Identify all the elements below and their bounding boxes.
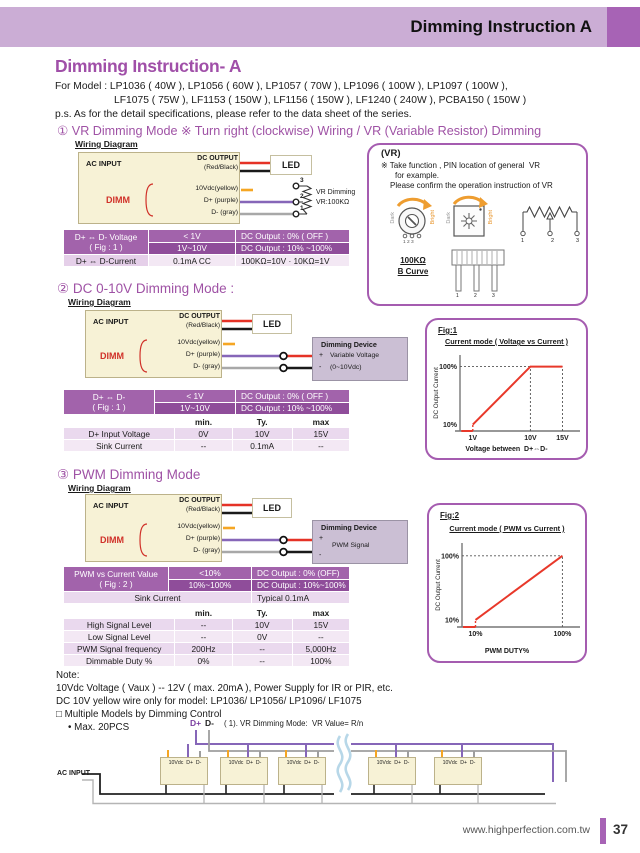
led-label-3: LED [263,503,281,513]
device2-minus: - [319,364,322,371]
device3-name: Dimming Device [321,523,377,532]
device2-name: Dimming Device [321,340,377,349]
cell: 10%~100% [169,580,251,592]
unit-label: 10Vdc D+ D- [228,760,262,766]
table-row [64,255,349,266]
unit-label: 10Vdc D+ D- [286,760,320,766]
vr-curve: B Curve [397,267,429,276]
cell: min. [194,607,213,618]
table-row [64,428,349,439]
table-row [64,607,349,618]
cell [64,567,168,591]
svg-text:10V: 10V [524,435,537,442]
unit-label: 10Vdc D+ D- [376,760,410,766]
conn-pin1: 1 [456,293,459,299]
cell: 1V~10V [149,243,235,255]
cell-line: D+ ⇔ D- [92,392,126,402]
led-label-2: LED [263,319,281,329]
vr-value: 100KΩ [400,256,426,265]
cell: D+ ⇔ D-Current [64,255,148,266]
dc-output-sub-3: (Red/Black) [186,506,220,513]
fig1-title: Current mode ( Voltage vs Current ) [444,337,569,346]
device2-minus-label: (0~10Vdc) [330,364,362,371]
section1-wiring-label: Wiring Diagram [75,139,138,149]
model-line-1: For Model : LP1036 ( 40W ), LP1056 ( 60W ), LP1057 ( 70W ), LP1096 ( 100W ), LP1097 ( 100W ), [55,81,508,92]
cell [64,416,174,427]
cell: min. [194,416,213,427]
device3-minus: - [319,552,322,559]
cell: max [312,607,330,618]
cell: -- [175,631,231,642]
cell: DC Output : 10% ~100% [236,403,349,415]
section3-wiring-label: Wiring Diagram [68,483,131,493]
table-row [64,567,349,579]
dark-label-1: Dark [390,212,396,224]
table-row [64,440,349,451]
table-row [64,631,349,642]
fig2-xlabel: PWM DUTY% [484,648,530,655]
cell: 0V [175,428,231,439]
cell: DC Output : 10%~100% [252,580,349,592]
dimm-label-2: DIMM [100,351,124,361]
cell: DC Output : 0% ( OFF ) [236,230,349,242]
bottom-ac-input-label: AC INPUT [57,770,91,777]
section3-heading: ③ PWM Dimming Mode [57,467,201,482]
svg-text:1V: 1V [468,435,478,442]
cell: 5,000Hz [293,643,349,654]
bright-label-1: Bright [430,210,436,225]
formula-dplus: D+ [190,718,202,728]
section2-wiring-label: Wiring Diagram [68,297,131,307]
header-title: Dimming Instruction A [410,17,592,36]
cell: -- [175,440,231,451]
svg-text:100%: 100% [553,631,572,638]
pwm-table-values [63,606,350,667]
cell: -- [293,440,349,451]
cell: < 1V [149,230,235,242]
cell: 0.1mA [233,440,292,451]
cell: 200Hz [175,643,231,654]
dimm-label-3: DIMM [100,535,124,545]
ps-line: p.s. As for the detail specifications, please refer to the data sheet of the series. [55,109,412,120]
bright-label-2: Bright [488,210,494,225]
fig1-label: Fig:1 [438,326,458,335]
cell: max [312,416,330,427]
cell: PWM Signal frequency [64,643,174,654]
vr-panel-line3: Please confirm the operation instruction of VR [390,181,553,190]
cell: -- [293,631,349,642]
cell-line: ( Fig : 1 ) [92,402,126,412]
vr-dimming-label: VR Dimming [316,189,356,196]
svg-text:10%: 10% [468,631,483,638]
vr-value-label: VR:100KΩ [316,199,350,206]
conn-pin2: 2 [474,293,477,299]
pot-pins-label: 1 2 3 [403,240,414,245]
svg-text:15V: 15V [556,435,569,442]
note-line-1: 10Vdc Voltage ( Vaux ) -- 12V ( max. 20mA ), Power Supply for IR or PIR, etc. [56,683,393,694]
device2-plus: + [319,352,324,359]
section1-heading: ① VR Dimming Mode ※ Turn right (clockwise) Wiring / VR (Variable Resistor) Dimming [57,124,542,138]
ac-input-label-3: AC INPUT [93,501,129,510]
sch-pin3: 3 [576,238,580,244]
wire-dplus-label-1: D+ (purple) [203,197,238,204]
vr-pin1-label: 1 [300,205,304,212]
wire-dminus-label-3: D- (gray) [193,547,220,554]
table-row [64,416,349,427]
cell: Sink Current [64,440,174,451]
device2-plus-label: Variable Voltage [330,352,379,359]
footer-url: www.highperfection.com.tw [462,824,590,836]
cell: D+ Input Voltage [64,428,174,439]
vr-pin2-label: 2 [300,193,304,200]
cell: -- [175,619,231,630]
wire-dminus-label-1: D- (gray) [211,209,238,216]
section2-heading: ② DC 0-10V Dimming Mode : [57,281,235,296]
wire-dminus-label-2: D- (gray) [193,363,220,370]
table-row [64,655,349,666]
cell: <10% [169,567,251,579]
vr-panel-line1: ※ Take function , PIN location of general VR [381,161,541,170]
cell: Typical 0.1mA [252,592,349,603]
cell: Ty. [256,607,268,618]
fig1-chart [430,350,582,446]
cell: 15V [293,428,349,439]
cell: DC Output : 10% ~100% [236,243,349,255]
device3-plus-label: PWM Signal [332,542,370,549]
wire-10v-label-2: 10Vdc(yellow) [177,339,220,346]
cell-line: PWM vs Current Value [74,569,158,579]
cell: < 1V [155,390,235,402]
wire-dplus-label-3: D+ (purple) [185,535,220,542]
fig2-label: Fig:2 [440,511,460,520]
svg-text:100%: 100% [439,364,457,372]
note-line-2: DC 10V yellow wire only for model: LP1036/ LP1056/ LP1096/ LF1075 [56,696,362,707]
dc-output-label-3: DC OUTPUT [179,497,220,504]
cell [64,607,174,618]
svg-text:DC Output Current: DC Output Current [433,367,440,419]
sch-pin2: 2 [551,238,555,244]
footer-page-number: 37 [613,822,629,837]
vr-pin3-label: 3 [300,177,304,184]
sch-pin1: 1 [521,238,525,244]
model-line-2: LF1075 ( 75W ), LF1153 ( 150W ), LF1156 ( 150W ), LF1240 ( 240W ), PCBA150 ( 150W ) [114,95,527,106]
cell: High Signal Level [64,619,174,630]
cell: 15V [293,619,349,630]
pwm-table-header [63,566,350,604]
cell [64,230,148,254]
cell: Dimmable Duty % [64,655,174,666]
cell: 0V [233,631,292,642]
device3-plus: + [319,535,324,542]
fig1-xlabel: Voltage between D+⇔D- [465,446,548,453]
wire-dplus-label-2: D+ (purple) [185,351,220,358]
cell: Low Signal Level [64,631,174,642]
cell: -- [233,655,292,666]
cell: 1V~10V [155,403,235,415]
ac-input-label-2: AC INPUT [93,317,129,326]
dc-output-label-2: DC OUTPUT [179,313,220,320]
bottom-diagram-wires [82,730,566,804]
dc-dimming-table-values [63,415,350,452]
conn-pin3: 3 [492,293,495,299]
formula-dminus: D- [205,718,214,728]
wire-10v-label-1: 10Vdc(yellow) [195,185,238,192]
cell: 10V [233,428,292,439]
cell: -- [233,643,292,654]
fig2-title: Current mode ( PWM vs Current ) [449,524,565,533]
cell [64,390,154,414]
cell-line: ( Fig : 1 ) [89,242,123,252]
cell-line: ( Fig : 2 ) [99,579,133,589]
dc-output-label-1: DC OUTPUT [197,155,238,162]
note-max-pcs: • Max. 20PCS [68,722,130,733]
table-row [64,643,349,654]
cell: DC Output : 0% ( OFF ) [236,390,349,402]
dark-label-2: Dark [446,212,452,224]
cell-line: D+ ⇔ D- Voltage [74,232,138,242]
cell: 0% [175,655,231,666]
formula-text: ( 1). VR Dimming Mode: VR Value= R/n [224,719,364,728]
cell: 0.1mA CC [149,255,235,266]
dc-output-sub-2: (Red/Black) [186,322,220,329]
svg-text:10%: 10% [444,617,459,625]
dimm-label-1: DIMM [106,195,130,205]
table-row [64,592,349,603]
cell: 100% [293,655,349,666]
vr-panel-line2: for example. [395,171,440,180]
dc-dimming-table-header [63,389,350,415]
cell: Ty. [256,416,268,427]
svg-text:DC Output Current: DC Output Current [435,559,442,611]
page-title: Dimming Instruction- A [55,56,242,76]
unit-label: 10Vdc D+ D- [168,760,202,766]
svg-text:10%: 10% [442,422,457,430]
ac-input-label-1: AC INPUT [86,159,122,168]
vr-panel-title: (VR) [381,148,401,159]
note-title: Note: [56,670,80,681]
led-label-1: LED [282,160,300,170]
dc-output-sub-1: (Red/Black) [204,164,238,171]
cell: 10V [233,619,292,630]
svg-text:100%: 100% [441,553,459,561]
cell: Sink Current [64,592,251,603]
fig2-chart [432,538,582,642]
wire-10v-label-3: 10Vdc(yellow) [177,523,220,530]
table-row [64,390,349,402]
cell: DC Output : 0% (OFF) [252,567,349,579]
vr-dimming-table [63,229,350,267]
table-row [64,619,349,630]
cell: 100KΩ=10V · 10KΩ=1V [236,255,349,266]
table-row [64,230,349,242]
unit-label: 10Vdc D+ D- [442,760,476,766]
note-multiple-models: □ Multiple Models by Dimming Control [56,709,222,720]
